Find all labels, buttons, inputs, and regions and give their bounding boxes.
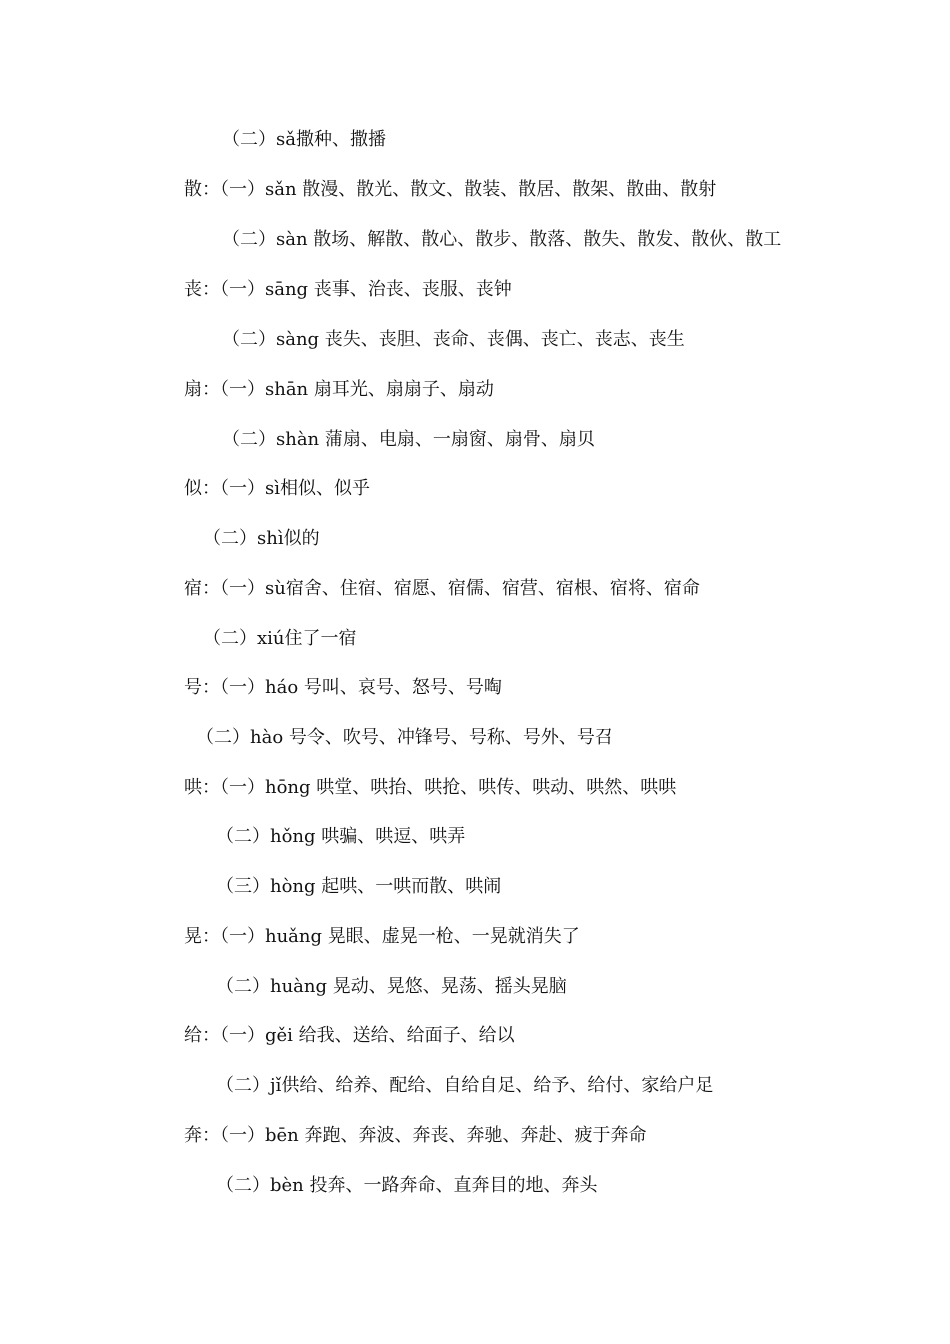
text-line: （二）hào 号令、吹号、冲锋号、号称、号外、号召 bbox=[196, 727, 613, 748]
text-line: （二）xiú住了一宿 bbox=[203, 628, 357, 649]
text-line: 晃：（一）huǎng 晃眼、虚晃一枪、一晃就消失了 bbox=[184, 926, 580, 947]
text-line: 似：（一）sì相似、似乎 bbox=[184, 478, 370, 499]
text-line: （二）huàng 晃动、晃悠、晃荡、摇头晃脑 bbox=[216, 976, 567, 997]
text-line: （二）bèn 投奔、一路奔命、直奔目的地、奔头 bbox=[216, 1175, 598, 1196]
text-line: 丧：（一）sāng 丧事、治丧、丧服、丧钟 bbox=[184, 279, 512, 300]
text-line: 奔：（一）bēn 奔跑、奔波、奔丧、奔驰、奔赴、疲于奔命 bbox=[184, 1125, 647, 1146]
text-line: （二）shì似的 bbox=[203, 528, 320, 549]
text-line: 哄：（一）hōng 哄堂、哄抬、哄抢、哄传、哄动、哄然、哄哄 bbox=[184, 777, 677, 798]
text-line: （二）jǐ供给、给养、配给、自给自足、给予、给付、家给户足 bbox=[216, 1075, 714, 1096]
text-line: （二）sàn 散场、解散、散心、散步、散落、散失、散发、散伙、散工 bbox=[222, 229, 782, 250]
text-line: （二）shàn 蒲扇、电扇、一扇窗、扇骨、扇贝 bbox=[222, 429, 595, 450]
text-line: 扇：（一）shān 扇耳光、扇扇子、扇动 bbox=[184, 379, 494, 400]
text-line: 号：（一）háo 号叫、哀号、怒号、号啕 bbox=[184, 677, 502, 698]
text-line: （二）hǒng 哄骗、哄逗、哄弄 bbox=[216, 826, 466, 847]
text-line: （三）hòng 起哄、一哄而散、哄闹 bbox=[216, 876, 502, 897]
text-line: （二）sàng 丧失、丧胆、丧命、丧偶、丧亡、丧志、丧生 bbox=[222, 329, 685, 350]
text-line: 宿：（一）sù宿舍、住宿、宿愿、宿儒、宿营、宿根、宿将、宿命 bbox=[184, 578, 700, 599]
text-line: 给：（一）gěi 给我、送给、给面子、给以 bbox=[184, 1025, 515, 1046]
text-line: （二）sǎ撒种、撒播 bbox=[222, 129, 386, 150]
text-line: 散：（一）sǎn 散漫、散光、散文、散装、散居、散架、散曲、散射 bbox=[184, 179, 717, 200]
